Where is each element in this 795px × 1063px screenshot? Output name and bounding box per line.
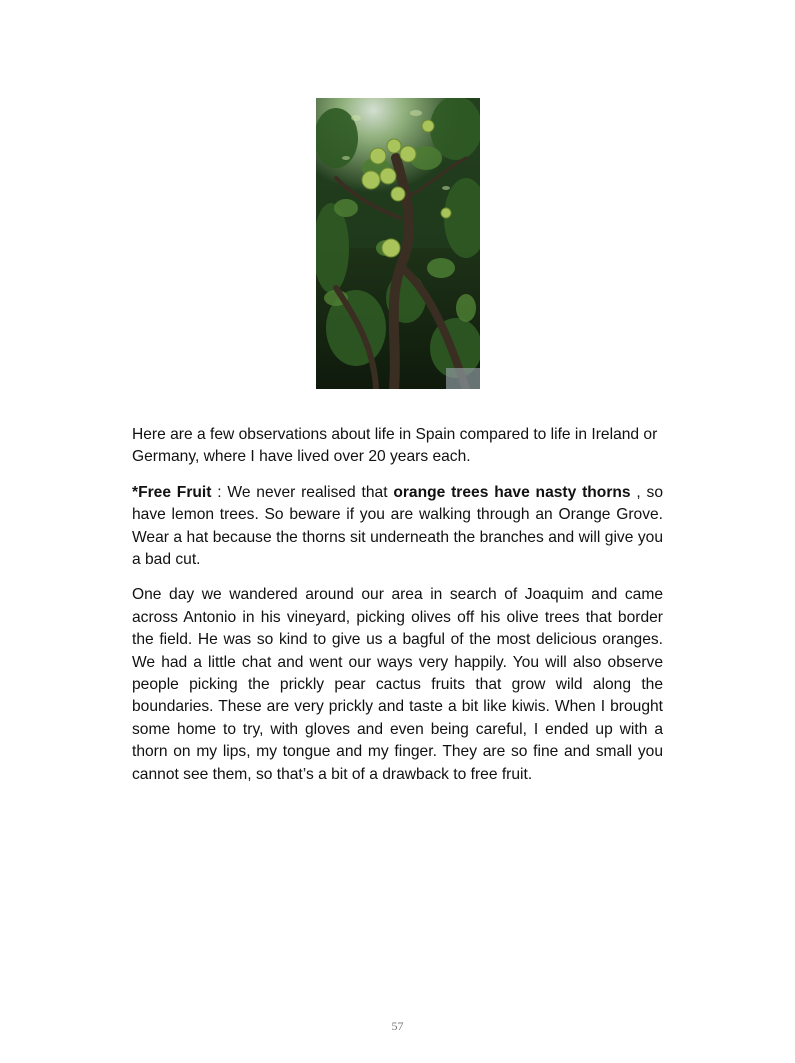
free-fruit-text-2: , so have lemon trees. So beware if you are walking through an Orange Grove. Wear a hat because the thorns sit underneath the branches and will give you a bad cut. (132, 483, 663, 569)
free-fruit-heading: *Free Fruit (132, 483, 212, 501)
free-fruit-paragraph (132, 482, 663, 572)
orange-tree-photo (316, 98, 480, 389)
intro-paragraph: Here are a few observations about life in Spain compared to life in Ireland or Germany, where I have lived over 20 years each. (132, 426, 658, 466)
story-paragraph: One day we wandered around our area in search of Joaquim and came across Antonio in his vineyard, picking olives off his olive trees that border the field. He was so kind to give us a bagful of the most delicious oranges. We had a little chat and went our ways very happily. You will also observe people picking the prickly pear cactus fruits that grow wild along the boundaries. These are very prickly and taste a bit like kiwis. When I brought some home to try, with gloves and even being careful, I ended up with a thorn on my lips, my tongue and my finger. They are so fine and small you cannot see them, so that’s a bit of a drawback to free fruit. (132, 586, 663, 783)
body-text (132, 424, 663, 799)
free-fruit-text-1: : We never realised that (211, 483, 394, 501)
page-number: 57 (391, 1019, 404, 1033)
free-fruit-emphasis: orange trees have nasty thorns (393, 483, 631, 501)
